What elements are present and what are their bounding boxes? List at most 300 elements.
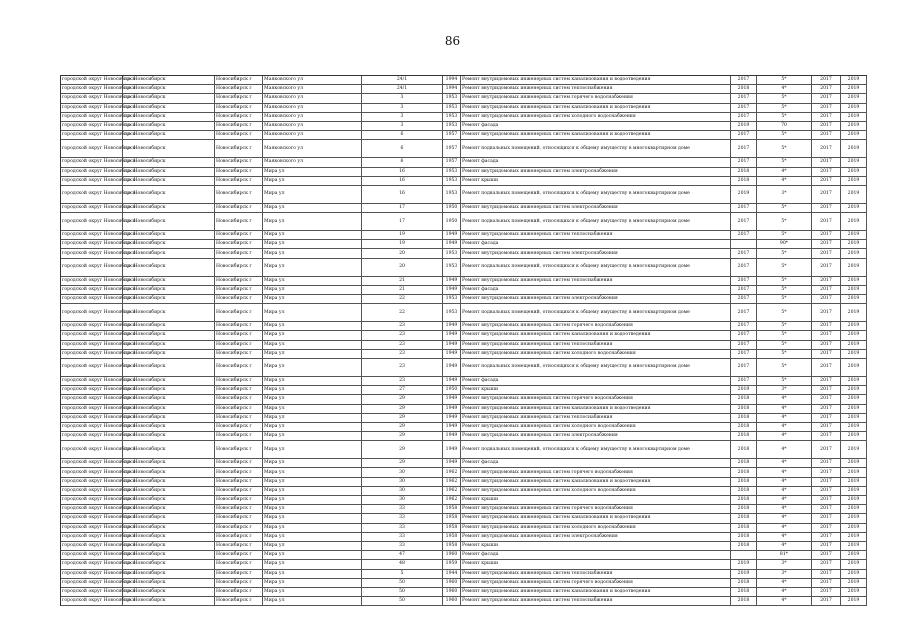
- locality-cell: Новосибирск г: [215, 414, 263, 422]
- city-cell: г.о. Новосибирск: [123, 542, 215, 550]
- table-row: [61, 588, 867, 597]
- end-year-cell: 2019: [841, 505, 867, 513]
- district-cell: городской округ Новосибирск: [61, 478, 123, 486]
- end-year-cell: 2019: [841, 131, 867, 139]
- build-year-cell: 1958: [443, 524, 461, 532]
- street-cell: Мира ул: [263, 277, 362, 285]
- table-row: [61, 350, 867, 359]
- district-cell: городской округ Новосибирск: [61, 122, 123, 130]
- plan-year-cell: 2017: [731, 249, 757, 257]
- mark-cell: 5*: [757, 113, 812, 121]
- end-year-cell: 2019: [841, 570, 867, 578]
- house-cell: 24/1: [362, 85, 443, 93]
- locality-cell: Новосибирск г: [215, 524, 263, 532]
- mark-cell: 5*: [757, 213, 812, 230]
- work-type-cell: Ремонт внутридомовых инженерных систем холодного водоснабжения: [461, 113, 731, 121]
- street-cell: Мира ул: [263, 331, 362, 339]
- table-row: [61, 414, 867, 423]
- table-row: [61, 514, 867, 523]
- locality-cell: Новосибирск г: [215, 331, 263, 339]
- mark-cell: 3*: [757, 570, 812, 578]
- table-row: [61, 286, 867, 295]
- mark-cell: 5*: [757, 76, 812, 84]
- table-row: [61, 186, 867, 204]
- start-year-cell: 2017: [812, 468, 841, 476]
- city-cell: г.о. Новосибирск: [123, 259, 215, 276]
- build-year-cell: 1949: [443, 432, 461, 440]
- work-type-cell: Ремонт внутридомовых инженерных систем теплоснабжения: [461, 570, 731, 578]
- district-cell: городской округ Новосибирск: [61, 113, 123, 121]
- table-row: [61, 432, 867, 441]
- plan-year-cell: [731, 240, 757, 248]
- locality-cell: Новосибирск г: [215, 432, 263, 440]
- city-cell: г.о. Новосибирск: [123, 395, 215, 403]
- plan-year-cell: 2019: [731, 570, 757, 578]
- work-type-cell: Ремонт внутридомовых инженерных систем электроснабжения: [461, 249, 731, 257]
- end-year-cell: 2019: [841, 459, 867, 467]
- district-cell: городской округ Новосибирск: [61, 377, 123, 385]
- house-cell: 50: [362, 588, 443, 596]
- district-cell: городской округ Новосибирск: [61, 186, 123, 203]
- district-cell: городской округ Новосибирск: [61, 533, 123, 541]
- house-cell: 23: [362, 359, 443, 376]
- locality-cell: Новосибирск г: [215, 478, 263, 486]
- plan-year-cell: 2018: [731, 405, 757, 413]
- plan-year-cell: 2018: [731, 459, 757, 467]
- work-type-cell: Ремонт фасада: [461, 122, 731, 130]
- house-cell: 33: [362, 542, 443, 550]
- build-year-cell: 1957: [443, 158, 461, 166]
- start-year-cell: 2017: [812, 131, 841, 139]
- locality-cell: Новосибирск г: [215, 405, 263, 413]
- city-cell: г.о. Новосибирск: [123, 560, 215, 568]
- work-type-cell: Ремонт внутридомовых инженерных систем холодного водоснабжения: [461, 350, 731, 358]
- district-cell: городской округ Новосибирск: [61, 286, 123, 294]
- street-cell: Мира ул: [263, 414, 362, 422]
- build-year-cell: 1949: [443, 350, 461, 358]
- start-year-cell: 2017: [812, 350, 841, 358]
- house-cell: 20: [362, 259, 443, 276]
- house-cell: 30: [362, 496, 443, 504]
- end-year-cell: 2019: [841, 560, 867, 568]
- start-year-cell: 2017: [812, 514, 841, 522]
- work-type-cell: Ремонт фасада: [461, 459, 731, 467]
- start-year-cell: 2017: [812, 331, 841, 339]
- plan-year-cell: 2018: [731, 441, 757, 458]
- work-type-cell: Ремонт внутридомовых инженерных систем электроснабжения: [461, 533, 731, 541]
- street-cell: Маяковского ул: [263, 85, 362, 93]
- table-row: [61, 579, 867, 588]
- city-cell: г.о. Новосибирск: [123, 496, 215, 504]
- work-type-cell: Ремонт внутридомовых инженерных систем электроснабжения: [461, 295, 731, 303]
- table-row: [61, 85, 867, 94]
- start-year-cell: 2017: [812, 377, 841, 385]
- house-cell: 17: [362, 213, 443, 230]
- work-type-cell: Ремонт внутридомовых инженерных систем канализования и водоотведения: [461, 514, 731, 522]
- start-year-cell: 2017: [812, 386, 841, 394]
- work-type-cell: Ремонт внутридомовых инженерных систем горячего водоснабжения: [461, 94, 731, 102]
- district-cell: городской округ Новосибирск: [61, 570, 123, 578]
- build-year-cell: 1953: [443, 177, 461, 185]
- work-type-cell: Ремонт внутридомовых инженерных систем канализования и водоотведения: [461, 76, 731, 84]
- street-cell: Мира ул: [263, 579, 362, 587]
- start-year-cell: 2017: [812, 570, 841, 578]
- table-row: [61, 496, 867, 505]
- end-year-cell: 2019: [841, 414, 867, 422]
- mark-cell: 5*: [757, 295, 812, 303]
- table-row: [61, 359, 867, 377]
- work-type-cell: Ремонт крыши: [461, 177, 731, 185]
- table-row: [61, 478, 867, 487]
- table-row: [61, 533, 867, 542]
- mark-cell: 4*: [757, 487, 812, 495]
- street-cell: Мира ул: [263, 231, 362, 239]
- end-year-cell: 2019: [841, 158, 867, 166]
- start-year-cell: 2017: [812, 122, 841, 130]
- build-year-cell: 1960: [443, 597, 461, 605]
- table-row: [61, 487, 867, 496]
- mark-cell: 4*: [757, 405, 812, 413]
- street-cell: Мира ул: [263, 441, 362, 458]
- build-year-cell: 1962: [443, 496, 461, 504]
- mark-cell: 4*: [757, 514, 812, 522]
- work-type-cell: Ремонт крыши: [461, 560, 731, 568]
- house-cell: 23: [362, 331, 443, 339]
- street-cell: Мира ул: [263, 533, 362, 541]
- plan-year-cell: 2018: [731, 487, 757, 495]
- table-row: [61, 551, 867, 560]
- street-cell: Мира ул: [263, 551, 362, 559]
- plan-year-cell: 2018: [731, 579, 757, 587]
- plan-year-cell: 2017: [731, 295, 757, 303]
- house-cell: 27: [362, 386, 443, 394]
- work-type-cell: Ремонт внутридомовых инженерных систем горячего водоснабжения: [461, 468, 731, 476]
- work-type-cell: Ремонт внутридомовых инженерных систем электроснабжения: [461, 168, 731, 176]
- street-cell: Мира ул: [263, 350, 362, 358]
- house-cell: 6: [362, 158, 443, 166]
- end-year-cell: 2019: [841, 524, 867, 532]
- district-cell: городской округ Новосибирск: [61, 140, 123, 157]
- street-cell: Мира ул: [263, 570, 362, 578]
- city-cell: г.о. Новосибирск: [123, 579, 215, 587]
- street-cell: Мира ул: [263, 341, 362, 349]
- mark-cell: 4*: [757, 395, 812, 403]
- mark-cell: 4*: [757, 533, 812, 541]
- build-year-cell: 1953: [443, 186, 461, 203]
- street-cell: Мира ул: [263, 377, 362, 385]
- house-cell: 3: [362, 113, 443, 121]
- build-year-cell: 1959: [443, 560, 461, 568]
- table-row: [61, 341, 867, 350]
- end-year-cell: 2019: [841, 231, 867, 239]
- plan-year-cell: 2018: [731, 414, 757, 422]
- city-cell: г.о. Новосибирск: [123, 277, 215, 285]
- table-row: [61, 231, 867, 240]
- work-type-cell: Ремонт подвальных помещений, относящихся к общему имуществу в многоквартирном доме: [461, 186, 731, 203]
- house-cell: 6: [362, 131, 443, 139]
- mark-cell: 4*: [757, 423, 812, 431]
- end-year-cell: 2019: [841, 377, 867, 385]
- street-cell: Мира ул: [263, 322, 362, 330]
- table-row: [61, 505, 867, 514]
- house-cell: 33: [362, 514, 443, 522]
- plan-year-cell: 2018: [731, 168, 757, 176]
- work-type-cell: Ремонт фасада: [461, 551, 731, 559]
- plan-year-cell: 2017: [731, 304, 757, 321]
- end-year-cell: 2019: [841, 359, 867, 376]
- city-cell: г.о. Новосибирск: [123, 478, 215, 486]
- table-row: [61, 76, 867, 85]
- start-year-cell: 2017: [812, 158, 841, 166]
- plan-year-cell: 2017: [731, 341, 757, 349]
- plan-year-cell: 2017: [731, 131, 757, 139]
- street-cell: Мира ул: [263, 386, 362, 394]
- plan-year-cell: 2017: [731, 331, 757, 339]
- start-year-cell: 2017: [812, 459, 841, 467]
- locality-cell: Новосибирск г: [215, 377, 263, 385]
- district-cell: городской округ Новосибирск: [61, 131, 123, 139]
- build-year-cell: 1950: [443, 204, 461, 212]
- table-row: [61, 168, 867, 177]
- start-year-cell: 2017: [812, 478, 841, 486]
- city-cell: г.о. Новосибирск: [123, 359, 215, 376]
- house-cell: 29: [362, 432, 443, 440]
- mark-cell: 5*: [757, 331, 812, 339]
- city-cell: г.о. Новосибирск: [123, 186, 215, 203]
- locality-cell: Новосибирск г: [215, 560, 263, 568]
- district-cell: городской округ Новосибирск: [61, 505, 123, 513]
- end-year-cell: 2019: [841, 295, 867, 303]
- table-row: [61, 405, 867, 414]
- end-year-cell: 2019: [841, 487, 867, 495]
- end-year-cell: 2019: [841, 85, 867, 93]
- house-cell: 22: [362, 304, 443, 321]
- city-cell: г.о. Новосибирск: [123, 423, 215, 431]
- mark-cell: 5*: [757, 359, 812, 376]
- locality-cell: Новосибирск г: [215, 441, 263, 458]
- locality-cell: Новосибирск г: [215, 131, 263, 139]
- table-row: [61, 259, 867, 277]
- district-cell: городской округ Новосибирск: [61, 524, 123, 532]
- end-year-cell: 2019: [841, 395, 867, 403]
- locality-cell: Новосибирск г: [215, 597, 263, 605]
- house-cell: 29: [362, 405, 443, 413]
- plan-year-cell: 2017: [731, 231, 757, 239]
- district-cell: городской округ Новосибирск: [61, 331, 123, 339]
- work-type-cell: Ремонт внутридомовых инженерных систем канализования и водоотведения: [461, 104, 731, 112]
- end-year-cell: 2019: [841, 286, 867, 294]
- locality-cell: Новосибирск г: [215, 322, 263, 330]
- work-type-cell: Ремонт крыши: [461, 386, 731, 394]
- build-year-cell: 1949: [443, 331, 461, 339]
- end-year-cell: 2019: [841, 588, 867, 596]
- start-year-cell: 2017: [812, 496, 841, 504]
- street-cell: Маяковского ул: [263, 94, 362, 102]
- start-year-cell: 2017: [812, 286, 841, 294]
- locality-cell: Новосибирск г: [215, 505, 263, 513]
- house-cell: 29: [362, 441, 443, 458]
- start-year-cell: 2017: [812, 551, 841, 559]
- build-year-cell: 1949: [443, 231, 461, 239]
- end-year-cell: 2019: [841, 322, 867, 330]
- end-year-cell: 2019: [841, 204, 867, 212]
- table-row: [61, 542, 867, 551]
- city-cell: г.о. Новосибирск: [123, 505, 215, 513]
- locality-cell: Новосибирск г: [215, 588, 263, 596]
- district-cell: городской округ Новосибирск: [61, 414, 123, 422]
- work-type-cell: Ремонт внутридомовых инженерных систем горячего водоснабжения: [461, 579, 731, 587]
- end-year-cell: 2019: [841, 496, 867, 504]
- street-cell: Мира ул: [263, 295, 362, 303]
- build-year-cell: 1960: [443, 551, 461, 559]
- street-cell: Мира ул: [263, 432, 362, 440]
- table-row: [61, 295, 867, 304]
- district-cell: городской округ Новосибирск: [61, 441, 123, 458]
- work-type-cell: Ремонт внутридомовых инженерных систем теплоснабжения: [461, 85, 731, 93]
- table-row: [61, 386, 867, 395]
- build-year-cell: 1958: [443, 505, 461, 513]
- house-cell: 23: [362, 377, 443, 385]
- start-year-cell: 2017: [812, 432, 841, 440]
- street-cell: Маяковского ул: [263, 122, 362, 130]
- end-year-cell: 2019: [841, 122, 867, 130]
- mark-cell: 5*: [757, 231, 812, 239]
- district-cell: городской округ Новосибирск: [61, 104, 123, 112]
- end-year-cell: 2019: [841, 168, 867, 176]
- city-cell: г.о. Новосибирск: [123, 350, 215, 358]
- table-row: [61, 304, 867, 322]
- work-type-cell: Ремонт фасада: [461, 286, 731, 294]
- house-cell: 50: [362, 579, 443, 587]
- street-cell: Маяковского ул: [263, 76, 362, 84]
- start-year-cell: 2017: [812, 487, 841, 495]
- house-cell: 21: [362, 277, 443, 285]
- street-cell: Маяковского ул: [263, 158, 362, 166]
- city-cell: г.о. Новосибирск: [123, 533, 215, 541]
- work-type-cell: Ремонт внутридомовых инженерных систем холодного водоснабжения: [461, 524, 731, 532]
- table-row: [61, 94, 867, 103]
- street-cell: Мира ул: [263, 423, 362, 431]
- street-cell: Мира ул: [263, 459, 362, 467]
- table-row: [61, 459, 867, 468]
- mark-cell: 5*: [757, 350, 812, 358]
- street-cell: Мира ул: [263, 249, 362, 257]
- mark-cell: 3*: [757, 186, 812, 203]
- city-cell: г.о. Новосибирск: [123, 213, 215, 230]
- start-year-cell: 2017: [812, 579, 841, 587]
- start-year-cell: 2017: [812, 423, 841, 431]
- build-year-cell: 1994: [443, 76, 461, 84]
- house-cell: 23: [362, 341, 443, 349]
- district-cell: городской округ Новосибирск: [61, 85, 123, 93]
- table-row: [61, 570, 867, 579]
- district-cell: городской округ Новосибирск: [61, 350, 123, 358]
- build-year-cell: 1958: [443, 542, 461, 550]
- district-cell: городской округ Новосибирск: [61, 423, 123, 431]
- street-cell: Мира ул: [263, 259, 362, 276]
- district-cell: городской округ Новосибирск: [61, 94, 123, 102]
- start-year-cell: 2017: [812, 140, 841, 157]
- start-year-cell: 2017: [812, 405, 841, 413]
- start-year-cell: 2017: [812, 414, 841, 422]
- end-year-cell: 2019: [841, 468, 867, 476]
- mark-cell: 81*: [757, 551, 812, 559]
- end-year-cell: 2019: [841, 478, 867, 486]
- house-cell: 3: [362, 94, 443, 102]
- mark-cell: 5*: [757, 158, 812, 166]
- locality-cell: Новосибирск г: [215, 213, 263, 230]
- house-cell: 19: [362, 231, 443, 239]
- build-year-cell: 1949: [443, 277, 461, 285]
- locality-cell: Новосибирск г: [215, 341, 263, 349]
- work-type-cell: Ремонт внутридомовых инженерных систем горячего водоснабжения: [461, 322, 731, 330]
- district-cell: городской округ Новосибирск: [61, 240, 123, 248]
- house-cell: 47: [362, 551, 443, 559]
- street-cell: Мира ул: [263, 524, 362, 532]
- plan-year-cell: 2017: [731, 104, 757, 112]
- district-cell: городской округ Новосибирск: [61, 551, 123, 559]
- street-cell: Маяковского ул: [263, 131, 362, 139]
- locality-cell: Новосибирск г: [215, 496, 263, 504]
- start-year-cell: 2017: [812, 395, 841, 403]
- city-cell: г.о. Новосибирск: [123, 177, 215, 185]
- end-year-cell: 2019: [841, 277, 867, 285]
- end-year-cell: 2019: [841, 432, 867, 440]
- city-cell: г.о. Новосибирск: [123, 551, 215, 559]
- start-year-cell: 2017: [812, 588, 841, 596]
- locality-cell: Новосибирск г: [215, 570, 263, 578]
- start-year-cell: 2017: [812, 204, 841, 212]
- build-year-cell: 1962: [443, 478, 461, 486]
- build-year-cell: 1949: [443, 341, 461, 349]
- work-type-cell: Ремонт крыши: [461, 496, 731, 504]
- house-cell: 16: [362, 177, 443, 185]
- district-cell: городской округ Новосибирск: [61, 158, 123, 166]
- district-cell: городской округ Новосибирск: [61, 386, 123, 394]
- street-cell: Мира ул: [263, 487, 362, 495]
- plan-year-cell: 2019: [731, 560, 757, 568]
- house-cell: 21: [362, 286, 443, 294]
- locality-cell: Новосибирск г: [215, 249, 263, 257]
- build-year-cell: 1949: [443, 359, 461, 376]
- house-cell: 30: [362, 478, 443, 486]
- build-year-cell: 1944: [443, 570, 461, 578]
- build-year-cell: 1962: [443, 468, 461, 476]
- locality-cell: Новосибирск г: [215, 459, 263, 467]
- house-cell: 16: [362, 168, 443, 176]
- work-type-cell: Ремонт внутридомовых инженерных систем горячего водоснабжения: [461, 395, 731, 403]
- street-cell: Маяковского ул: [263, 104, 362, 112]
- mark-cell: 4*: [757, 168, 812, 176]
- build-year-cell: 1949: [443, 395, 461, 403]
- start-year-cell: 2017: [812, 94, 841, 102]
- build-year-cell: 1950: [443, 386, 461, 394]
- work-type-cell: Ремонт подвальных помещений, относящихся к общему имуществу в многоквартирном доме: [461, 259, 731, 276]
- street-cell: Мира ул: [263, 405, 362, 413]
- locality-cell: Новосибирск г: [215, 113, 263, 121]
- work-type-cell: Ремонт внутридомовых инженерных систем холодного водоснабжения: [461, 487, 731, 495]
- city-cell: г.о. Новосибирск: [123, 322, 215, 330]
- table-row: [61, 140, 867, 158]
- start-year-cell: 2017: [812, 277, 841, 285]
- mark-cell: 4*: [757, 579, 812, 587]
- start-year-cell: 2017: [812, 542, 841, 550]
- locality-cell: Новосибирск г: [215, 277, 263, 285]
- end-year-cell: 2019: [841, 350, 867, 358]
- plan-year-cell: 2017: [731, 322, 757, 330]
- end-year-cell: 2019: [841, 542, 867, 550]
- work-type-cell: Ремонт подвальных помещений, относящихся к общему имуществу в многоквартирном доме: [461, 140, 731, 157]
